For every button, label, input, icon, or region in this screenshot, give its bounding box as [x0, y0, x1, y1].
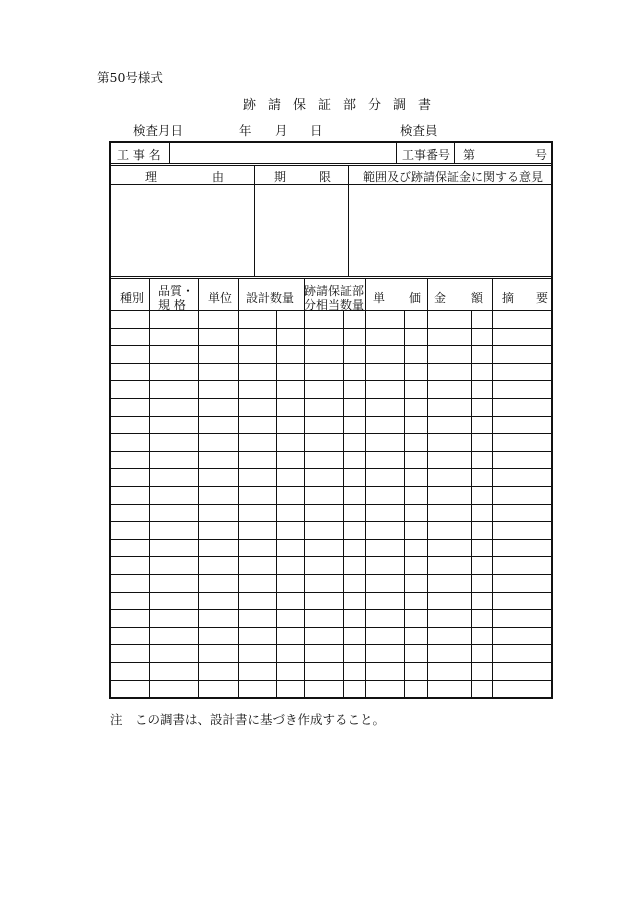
project-number-label: 工事番号: [402, 148, 451, 162]
table-row[interactable]: [111, 505, 551, 522]
period-label-2: 限: [319, 170, 332, 184]
table-row[interactable]: [111, 434, 551, 451]
double-rule: [111, 276, 551, 279]
table-row[interactable]: [111, 645, 551, 662]
table-row[interactable]: [111, 681, 551, 698]
table-row[interactable]: [111, 364, 551, 381]
table-row[interactable]: [111, 522, 551, 539]
scope-opinion-label: 範囲及び跡請保証金に関する意見: [363, 170, 544, 184]
col-remarks-header-2: 要: [536, 291, 549, 305]
col-quality-header-line2: 規 格: [158, 298, 186, 312]
project-name-label: 工 事 名: [117, 148, 161, 162]
divider: [348, 166, 349, 276]
table-row[interactable]: [111, 452, 551, 469]
table-row[interactable]: [111, 663, 551, 680]
inspector-label: 検査員: [400, 123, 438, 138]
table-row[interactable]: [111, 575, 551, 592]
col-amount-header-2: 額: [471, 291, 484, 305]
form-number: 第50号様式: [97, 70, 163, 85]
footnote: 注 この調書は、設計書に基づき作成すること。: [110, 712, 386, 727]
inspection-month-label: 月: [275, 123, 288, 138]
scope-opinion-field[interactable]: [351, 187, 549, 273]
col-unit-price-header-2: 価: [409, 291, 422, 305]
inspection-year-label: 年: [239, 123, 252, 138]
table-row[interactable]: [111, 311, 551, 328]
table-row[interactable]: [111, 557, 551, 574]
period-field[interactable]: [257, 187, 345, 273]
table-row[interactable]: [111, 417, 551, 434]
table-row[interactable]: [111, 329, 551, 346]
inspection-form-table: [109, 141, 553, 699]
table-row[interactable]: [111, 540, 551, 557]
col-quality-header-line1: 品質・: [158, 284, 195, 298]
reason-field[interactable]: [113, 187, 251, 273]
col-design-qty-header: 設計数量: [246, 291, 295, 305]
reason-label-1: 理: [145, 170, 158, 184]
inspection-date-label: 検査月日: [133, 123, 184, 138]
col-amount-header-1: 金: [434, 291, 447, 305]
table-row[interactable]: [111, 381, 551, 398]
col-unit-header: 単位: [208, 291, 233, 305]
page-title: 跡請保証部分調書: [243, 98, 444, 113]
table-row[interactable]: [111, 610, 551, 627]
inspection-day-label: 日: [310, 123, 323, 138]
table-row[interactable]: [111, 487, 551, 504]
col-type-header: 種別: [120, 291, 145, 305]
project-number-gou: 号: [535, 148, 548, 162]
col-remarks-header-1: 摘: [502, 291, 515, 305]
divider: [169, 143, 170, 163]
divider: [396, 143, 397, 163]
project-number-dai: 第: [463, 148, 476, 162]
col-share-qty-header-line2: 分相当数量: [304, 298, 365, 312]
divider: [254, 166, 255, 276]
double-rule: [111, 163, 551, 166]
table-row[interactable]: [111, 628, 551, 645]
table-row[interactable]: [111, 399, 551, 416]
table-row[interactable]: [111, 593, 551, 610]
col-unit-price-header-1: 単: [373, 291, 386, 305]
table-row[interactable]: [111, 346, 551, 363]
rule: [111, 184, 551, 185]
col-share-qty-header-line1: 跡請保証部: [304, 284, 365, 298]
project-name-field[interactable]: [177, 146, 397, 160]
period-label-1: 期: [274, 170, 287, 184]
reason-label-2: 由: [212, 170, 225, 184]
table-row[interactable]: [111, 469, 551, 486]
divider: [454, 143, 455, 163]
